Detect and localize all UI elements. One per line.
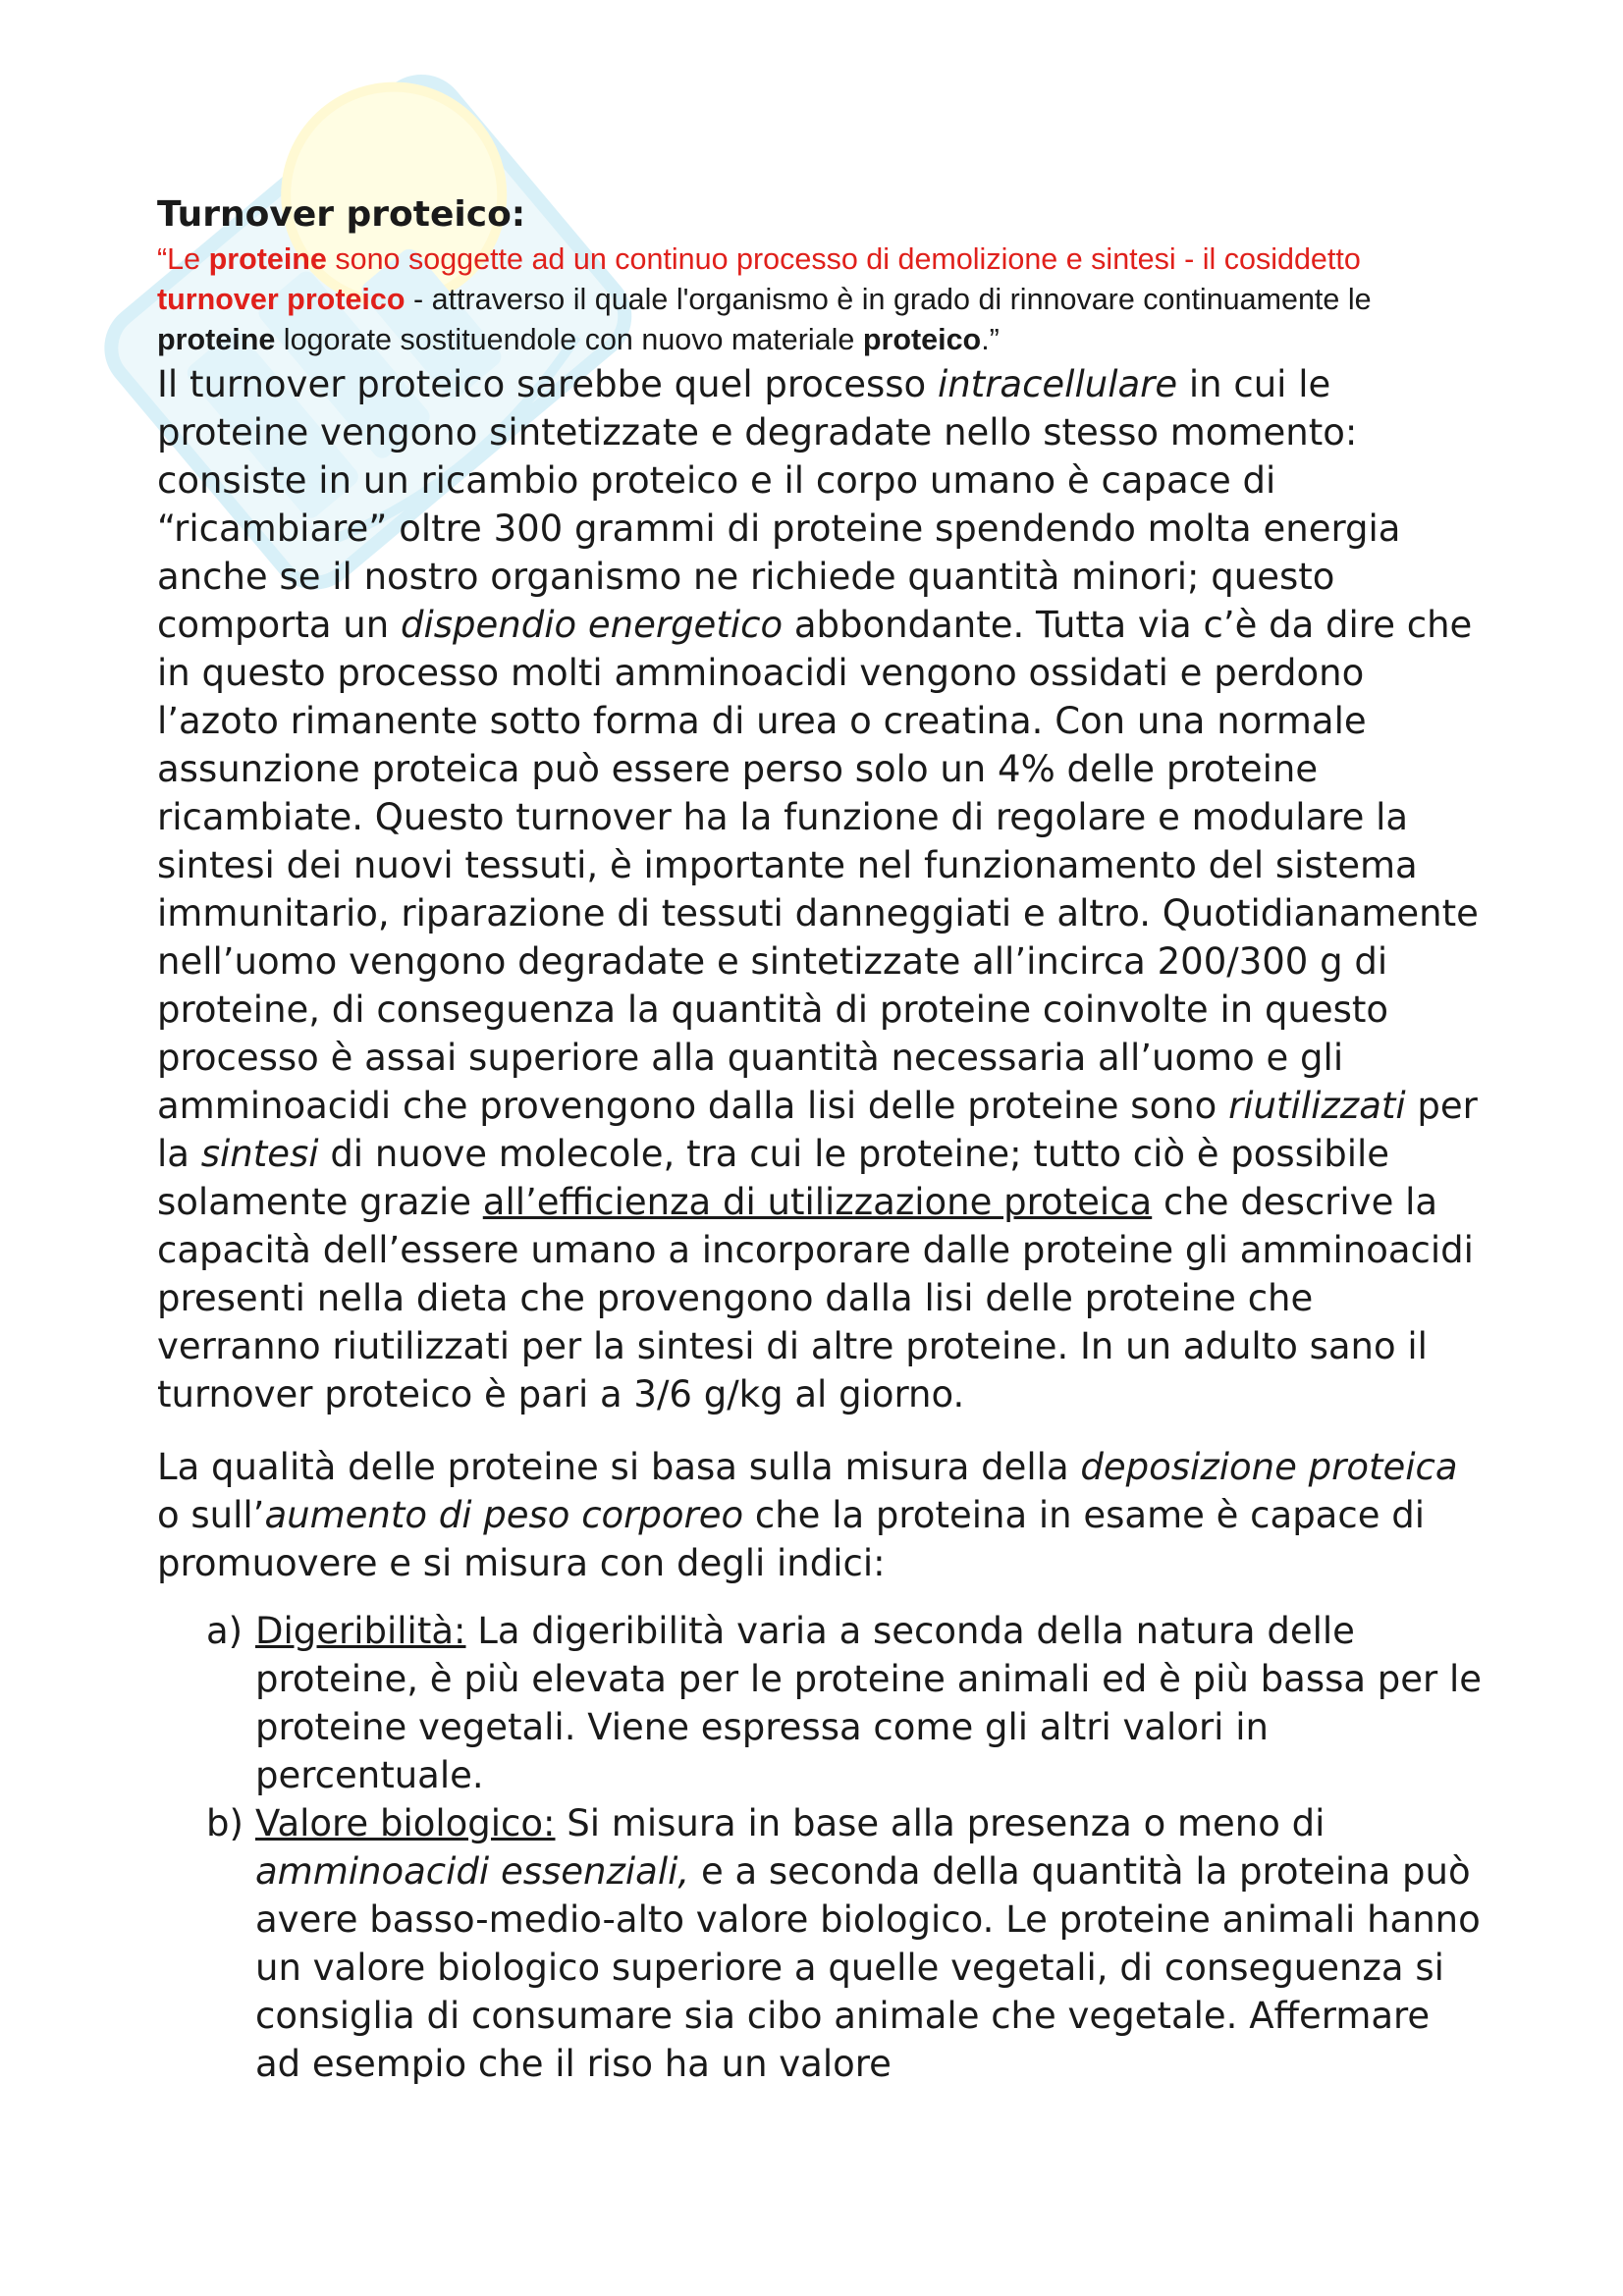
- quote-paragraph: [157, 240, 1483, 360]
- italic-term: amminoacidi essenziali,: [255, 1850, 690, 1893]
- text-run: La qualità delle proteine si basa sulla misura della: [157, 1446, 1081, 1488]
- list-marker: b): [206, 1802, 243, 1844]
- quote-text: logorate sostituendole con nuovo materiale: [275, 323, 863, 356]
- body-paragraph-2: [157, 1443, 1483, 1587]
- page-title: Turnover proteico:: [157, 194, 526, 235]
- text-run: e a seconda della quantità la proteina può avere basso-medio-alto valore biologico. Le proteine animali hanno un valore biologico superiore a quelle vegetali, di conseguenza si consiglia di consumare sia cibo animale che vegetale. Affermare ad esempio che il riso ha un valore: [255, 1850, 1481, 2085]
- text-run: La digeribilità varia a seconda della natura delle proteine, è più elevata per le proteine animali ed è più bassa per le proteine vegetali. Viene espressa come gli altri valori in percentuale.: [255, 1610, 1483, 1796]
- quote-text: “Le: [157, 242, 209, 276]
- list-term: Digeribilità:: [255, 1610, 466, 1652]
- quote-bold-term: proteico: [862, 323, 982, 356]
- text-run: di nuove molecole, tra cui le proteine; tutto ciò è possibile solamente grazie: [157, 1133, 1390, 1223]
- text-run: che descrive la capacità dell’essere umano a incorporare dalle proteine gli amminoacidi presenti nella dieta che provengono dalla lisi delle proteine che verranno riutilizzati per la sintesi di altre proteine. In un adulto sano il turnover proteico è pari a 3/6 g/kg al giorno.: [157, 1181, 1474, 1415]
- body-paragraph-1: [157, 360, 1483, 1418]
- list-marker: a): [206, 1610, 243, 1652]
- quote-bold-term: turnover proteico: [157, 283, 406, 316]
- text-run: Il turnover proteico sarebbe quel processo: [157, 363, 938, 405]
- list-item: [157, 1607, 1483, 1799]
- text-run: per la: [157, 1085, 1478, 1175]
- list-item: [157, 1799, 1483, 2088]
- italic-term: deposizione proteica: [1080, 1446, 1458, 1488]
- italic-term: intracellulare: [937, 363, 1178, 405]
- text-run: Si misura in base alla presenza o meno di: [555, 1802, 1325, 1844]
- quote-text: .”: [981, 323, 1000, 356]
- italic-term: riutilizzati: [1228, 1085, 1406, 1127]
- quote-bold-term: proteine: [208, 242, 327, 276]
- text-run: o sull’: [157, 1494, 265, 1536]
- text-run: che la proteina in esame è capace di promuovere e si misura con degli indici:: [157, 1494, 1425, 1584]
- index-list: [157, 1607, 1483, 2088]
- italic-term: aumento di peso corporeo: [264, 1494, 744, 1536]
- list-term: Valore biologico:: [255, 1802, 556, 1844]
- text-run: abbondante. Tutta via c’è da dire che in questo processo molti amminoacidi vengono ossidati e perdono l’azoto rimanente sotto forma di urea o creatina. Con una normale assunzione proteica può essere perso solo un 4% delle proteine ricambiate. Questo turnover ha la funzione di regolare e modulare la sintesi dei nuovi tessuti, è importante nel funzionamento del sistema immunitario, riparazione di tessuti danneggiati e altro. Quotidianamente nell’uomo vengono degradate e sintetizzate all’incirca 200/300 g di proteine, di conseguenza la quantità di proteine coinvolte in questo processo è assai superiore alla quantità necessaria all’uomo e gli amminoacidi che provengono dalla lisi delle proteine sono: [157, 604, 1479, 1127]
- quote-text: sono soggette ad un continuo processo di demolizione e sintesi - il cosiddetto: [326, 242, 1361, 276]
- text-run: in cui le proteine vengono sintetizzate e degradate nello stesso momento: consiste in un ricambio proteico e il corpo umano è capace di “ricambiare” oltre 300 grammi di proteine spendendo molta energia anche se il nostro organismo ne richiede quantità minori; questo comporta un: [157, 363, 1401, 646]
- italic-term: dispendio energetico: [400, 604, 784, 646]
- quote-text: - attraverso il quale l'organismo è in grado di rinnovare continuamente le: [405, 283, 1372, 316]
- document-page: [157, 192, 1483, 2088]
- italic-term: sintesi: [200, 1133, 319, 1175]
- quote-bold-term: proteine: [157, 323, 276, 356]
- underlined-term: all’efficienza di utilizzazione proteica: [482, 1181, 1153, 1223]
